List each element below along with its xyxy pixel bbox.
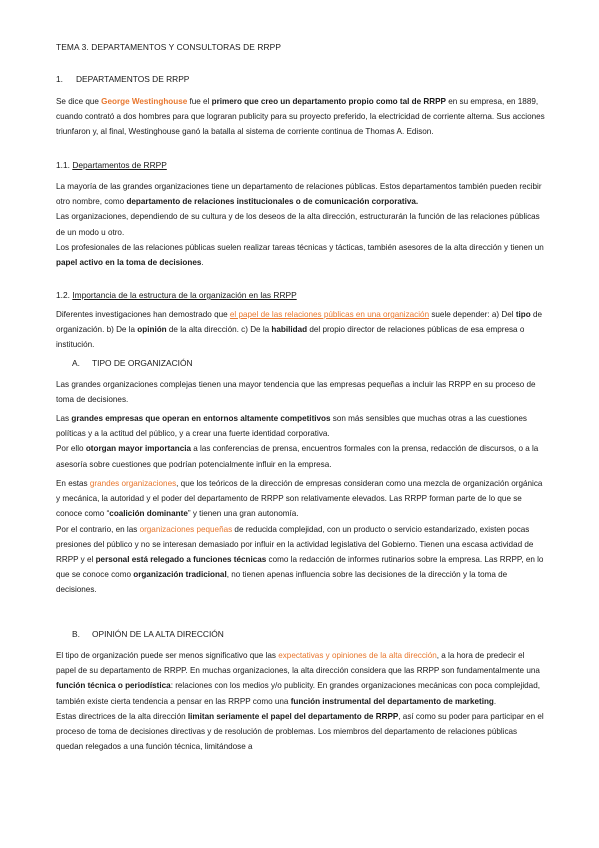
paragraph-tipo-3 <box>56 476 546 598</box>
subsection-1-2-heading: 1.2. Importancia de la estructura de la organización en las RRPP <box>56 290 297 300</box>
paragraph-text: Por ello otorgan mayor importancia a las conferencias de prensa, encuentros formales con la prensa, redacción de discursos, o a la asesoría sobre cuestiones que podrían potencialmente influir en la empresa. <box>56 444 539 469</box>
subsection-a-heading: A. TIPO DE ORGANIZACIÓN <box>72 358 193 368</box>
paragraph-text: Estas directrices de la alta dirección limitan seriamente el papel del departamento de RRPP, así como su poder para participar en el proceso de toma de decisiones directivas y de resolución de problemas. Los miembros del departamento de relaciones públicas quedan relegados a una función técnica, limitándose a <box>56 711 544 752</box>
paragraph-opinion <box>56 648 546 754</box>
paragraph-text: Las organizaciones, dependiendo de su cultura y de los deseos de la alta dirección, estructurarán la función de las relaciones públicas de un modo u otro. <box>56 212 540 237</box>
page-title: TEMA 3. DEPARTAMENTOS Y CONSULTORAS DE RRPP <box>56 42 282 52</box>
paragraph-text: Los profesionales de las relaciones públicas suelen realizar tareas técnicas y tácticas, también asesores de la alta dirección y tienen un papel activo en la toma de decisiones. <box>56 242 544 268</box>
paragraph-text: Las grandes empresas que operan en entornos altamente competitivos son más sensibles que muchas otras a las cuestiones políticas y a la actitud del público, y a crear una fuerte identidad corporativa. <box>56 414 527 439</box>
paragraph-tipo-2 <box>56 411 546 472</box>
paragraph-departamentos <box>56 179 546 270</box>
paragraph-text: Por el contrario, en las organizaciones pequeñas de reducida complejidad, con un producto o servicio estandarizado, existen pocas presiones del público y no se interesan demasiado por influir en la actividad legislativa del Gobierno. Tienen una escasa actividad de RRPP y el personal está relegado a funciones técnicas como la redacción de informes rutinarios sobre la empresa. Las RRPP, en lo que se conoce como organización tradicional, no tienen apenas influencia sobre las decisiones de la dirección y la toma de decisiones. <box>56 524 544 595</box>
paragraph-text: El tipo de organización puede ser menos significativo que las expectativas y opiniones de la alta dirección, a la hora de predecir el papel de su departamento de RRPP. En muchas organizaciones, la alta dirección considera que las RRPP son fundamentalmente una función técnica o periodística: relaciones con los medios y/o publicity. En grandes organizaciones mecánicas con poca complejidad, también existe cierta tendencia a pensar en las RRPP como una función instrumental del departamento de marketing. <box>56 651 540 706</box>
paragraph-importancia: Diferentes investigaciones han demostrado que el papel de las relaciones públicas en una organización suele depender: a) Del tipo de organización. b) De la opinión de la alta dirección. c) De la habilidad del propio director de relaciones públicas de esa empresa o institución. <box>56 310 543 350</box>
section-1-heading <box>56 72 546 87</box>
paragraph-westinghouse: Se dice que George Westinghouse fue el primero que creo un departamento propio como tal de RRPP en su empresa, en 1889, cuando contrató a dos hombres para que lograran publicity para su proyecto preferido, la electricidad de corriente alterna. Sus acciones triunfaron y, al final, Westinghouse ganó la batalla al sistema de corriente continua de Thomas A. Edison. <box>56 97 545 137</box>
paragraph-tipo-1: Las grandes organizaciones complejas tienen una mayor tendencia que las empresas pequeñas a incluir las RRPP en su proceso de toma de decisiones. <box>56 380 536 405</box>
paragraph-text: La mayoría de las grandes organizaciones tiene un departamento de relaciones públicas. Estos departamentos también pueden recibir otro nombre, como departamento de relaciones institucionales o de comunicación corporativa. <box>56 182 542 207</box>
section-number: 1. <box>56 74 63 84</box>
subsection-1-1-heading: 1.1. Departamentos de RRPP <box>56 160 167 170</box>
section-title: DEPARTAMENTOS DE RRPP <box>76 74 190 84</box>
paragraph-text: En estas grandes organizaciones, que los teóricos de la dirección de empresas consideran como una mezcla de organización orgánica y mecánica, la autoridad y el poder del departamento de RRPP son relativamente elevados. Las RRPP forman parte de lo que se conoce como “coalición dominante” y tienen una gran autonomía. <box>56 479 543 519</box>
subsection-b-heading: B. OPINIÓN DE LA ALTA DIRECCIÓN <box>72 629 224 639</box>
